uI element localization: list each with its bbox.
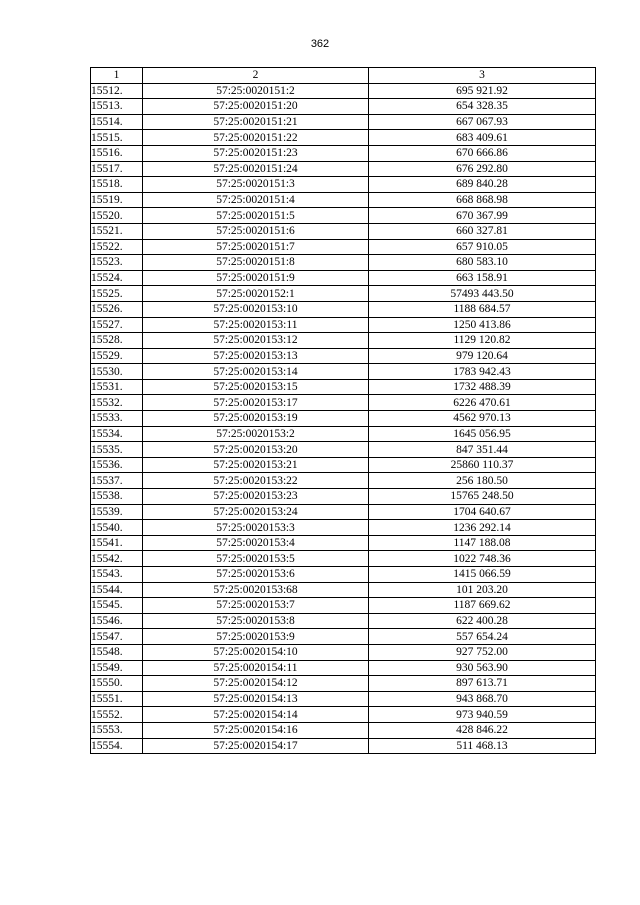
cadastral-value-cell: 1415 066.59 bbox=[369, 567, 596, 583]
row-number-cell: 15516. bbox=[91, 145, 143, 161]
cadastral-value-cell: 654 328.35 bbox=[369, 99, 596, 115]
table-row bbox=[91, 114, 596, 130]
row-number-cell: 15517. bbox=[91, 161, 143, 177]
row-number-cell: 15518. bbox=[91, 177, 143, 193]
cadastral-value-cell: 660 327.81 bbox=[369, 223, 596, 239]
cadastral-value-cell: 657 910.05 bbox=[369, 239, 596, 255]
row-number-cell: 15521. bbox=[91, 223, 143, 239]
table-row bbox=[91, 520, 596, 536]
table-row bbox=[91, 535, 596, 551]
cadastral-value-cell: 428 846.22 bbox=[369, 722, 596, 738]
table-row bbox=[91, 473, 596, 489]
row-number-cell: 15538. bbox=[91, 489, 143, 505]
table-row bbox=[91, 707, 596, 723]
table-row bbox=[91, 208, 596, 224]
cadastral-value-cell: 4562 970.13 bbox=[369, 411, 596, 427]
cadastral-value-cell: 667 067.93 bbox=[369, 114, 596, 130]
cadastral-value-cell: 1236 292.14 bbox=[369, 520, 596, 536]
row-number-cell: 15529. bbox=[91, 348, 143, 364]
cadastral-number-cell: 57:25:0020154:13 bbox=[143, 691, 369, 707]
cadastral-number-cell: 57:25:0020153:3 bbox=[143, 520, 369, 536]
row-number-cell: 15536. bbox=[91, 457, 143, 473]
cadastral-number-cell: 57:25:0020153:14 bbox=[143, 364, 369, 380]
cadastral-number-cell: 57:25:0020153:21 bbox=[143, 457, 369, 473]
table-row bbox=[91, 177, 596, 193]
table-row bbox=[91, 442, 596, 458]
column-header-value: 3 bbox=[369, 68, 596, 84]
table-row bbox=[91, 457, 596, 473]
cadastral-value-cell: 897 613.71 bbox=[369, 676, 596, 692]
cadastral-value-cell: 15765 248.50 bbox=[369, 489, 596, 505]
row-number-cell: 15519. bbox=[91, 192, 143, 208]
cadastral-number-cell: 57:25:0020153:23 bbox=[143, 489, 369, 505]
table-row bbox=[91, 333, 596, 349]
cadastral-number-cell: 57:25:0020153:5 bbox=[143, 551, 369, 567]
cadastral-value-cell: 663 158.91 bbox=[369, 270, 596, 286]
cadastral-number-cell: 57:25:0020151:9 bbox=[143, 270, 369, 286]
table-row bbox=[91, 629, 596, 645]
row-number-cell: 15522. bbox=[91, 239, 143, 255]
table-row bbox=[91, 83, 596, 99]
table-row bbox=[91, 722, 596, 738]
row-number-cell: 15540. bbox=[91, 520, 143, 536]
table-row bbox=[91, 644, 596, 660]
cadastral-number-cell: 57:25:0020151:21 bbox=[143, 114, 369, 130]
cadastral-number-cell: 57:25:0020154:14 bbox=[143, 707, 369, 723]
cadastral-number-cell: 57:25:0020151:3 bbox=[143, 177, 369, 193]
row-number-cell: 15544. bbox=[91, 582, 143, 598]
row-number-cell: 15520. bbox=[91, 208, 143, 224]
cadastral-value-cell: 676 292.80 bbox=[369, 161, 596, 177]
cadastral-number-cell: 57:25:0020153:68 bbox=[143, 582, 369, 598]
table-row bbox=[91, 255, 596, 271]
row-number-cell: 15545. bbox=[91, 598, 143, 614]
cadastral-number-cell: 57:25:0020151:2 bbox=[143, 83, 369, 99]
cadastral-number-cell: 57:25:0020151:24 bbox=[143, 161, 369, 177]
table-row bbox=[91, 411, 596, 427]
cadastral-value-cell: 1022 748.36 bbox=[369, 551, 596, 567]
row-number-cell: 15524. bbox=[91, 270, 143, 286]
table-body bbox=[91, 83, 596, 754]
table-row bbox=[91, 301, 596, 317]
cadastral-number-cell: 57:25:0020154:11 bbox=[143, 660, 369, 676]
row-number-cell: 15539. bbox=[91, 504, 143, 520]
cadastral-number-cell: 57:25:0020154:12 bbox=[143, 676, 369, 692]
row-number-cell: 15550. bbox=[91, 676, 143, 692]
row-number-cell: 15553. bbox=[91, 722, 143, 738]
table-row bbox=[91, 270, 596, 286]
cadastral-value-cell: 668 868.98 bbox=[369, 192, 596, 208]
cadastral-number-cell: 57:25:0020151:6 bbox=[143, 223, 369, 239]
cadastral-number-cell: 57:25:0020153:22 bbox=[143, 473, 369, 489]
table-row bbox=[91, 551, 596, 567]
cadastral-value-cell: 927 752.00 bbox=[369, 644, 596, 660]
cadastral-value-cell: 943 868.70 bbox=[369, 691, 596, 707]
table-row bbox=[91, 504, 596, 520]
table-row bbox=[91, 161, 596, 177]
cadastral-number-cell: 57:25:0020153:6 bbox=[143, 567, 369, 583]
cadastral-number-cell: 57:25:0020153:13 bbox=[143, 348, 369, 364]
cadastral-number-cell: 57:25:0020153:17 bbox=[143, 395, 369, 411]
row-number-cell: 15531. bbox=[91, 379, 143, 395]
cadastral-number-cell: 57:25:0020153:11 bbox=[143, 317, 369, 333]
row-number-cell: 15528. bbox=[91, 333, 143, 349]
cadastral-number-cell: 57:25:0020153:4 bbox=[143, 535, 369, 551]
cadastral-number-cell: 57:25:0020153:10 bbox=[143, 301, 369, 317]
table-row bbox=[91, 348, 596, 364]
row-number-cell: 15543. bbox=[91, 567, 143, 583]
cadastral-value-cell: 1783 942.43 bbox=[369, 364, 596, 380]
cadastral-number-cell: 57:25:0020153:8 bbox=[143, 613, 369, 629]
cadastral-value-cell: 256 180.50 bbox=[369, 473, 596, 489]
cadastral-value-cell: 511 468.13 bbox=[369, 738, 596, 754]
row-number-cell: 15526. bbox=[91, 301, 143, 317]
page-number: 362 bbox=[310, 38, 330, 50]
row-number-cell: 15533. bbox=[91, 411, 143, 427]
table-row bbox=[91, 738, 596, 754]
cadastral-number-cell: 57:25:0020154:17 bbox=[143, 738, 369, 754]
table-row bbox=[91, 582, 596, 598]
table-row bbox=[91, 223, 596, 239]
cadastral-number-cell: 57:25:0020153:2 bbox=[143, 426, 369, 442]
row-number-cell: 15554. bbox=[91, 738, 143, 754]
cadastral-number-cell: 57:25:0020153:19 bbox=[143, 411, 369, 427]
table-row bbox=[91, 676, 596, 692]
table-row bbox=[91, 613, 596, 629]
cadastral-number-cell: 57:25:0020153:9 bbox=[143, 629, 369, 645]
table-row bbox=[91, 192, 596, 208]
cadastral-value-cell: 670 666.86 bbox=[369, 145, 596, 161]
cadastral-number-cell: 57:25:0020153:24 bbox=[143, 504, 369, 520]
cadastral-value-cell: 847 351.44 bbox=[369, 442, 596, 458]
row-number-cell: 15551. bbox=[91, 691, 143, 707]
cadastral-value-cell: 1732 488.39 bbox=[369, 379, 596, 395]
cadastral-value-cell: 1187 669.62 bbox=[369, 598, 596, 614]
cadastral-number-cell: 57:25:0020153:7 bbox=[143, 598, 369, 614]
table-row bbox=[91, 567, 596, 583]
cadastral-number-cell: 57:25:0020153:15 bbox=[143, 379, 369, 395]
row-number-cell: 15527. bbox=[91, 317, 143, 333]
cadastral-number-cell: 57:25:0020151:22 bbox=[143, 130, 369, 146]
cadastral-number-cell: 57:25:0020153:12 bbox=[143, 333, 369, 349]
row-number-cell: 15530. bbox=[91, 364, 143, 380]
table-row bbox=[91, 286, 596, 302]
table-row bbox=[91, 598, 596, 614]
row-number-cell: 15548. bbox=[91, 644, 143, 660]
cadastral-number-cell: 57:25:0020151:23 bbox=[143, 145, 369, 161]
row-number-cell: 15512. bbox=[91, 83, 143, 99]
cadastral-value-cell: 1250 413.86 bbox=[369, 317, 596, 333]
cadastral-number-cell: 57:25:0020151:7 bbox=[143, 239, 369, 255]
cadastral-value-cell: 1704 640.67 bbox=[369, 504, 596, 520]
cadastral-value-cell: 1129 120.82 bbox=[369, 333, 596, 349]
cadastral-value-cell: 680 583.10 bbox=[369, 255, 596, 271]
cadastral-value-cell: 695 921.92 bbox=[369, 83, 596, 99]
table-row bbox=[91, 364, 596, 380]
row-number-cell: 15534. bbox=[91, 426, 143, 442]
row-number-cell: 15525. bbox=[91, 286, 143, 302]
row-number-cell: 15513. bbox=[91, 99, 143, 115]
table-row bbox=[91, 660, 596, 676]
row-number-cell: 15552. bbox=[91, 707, 143, 723]
cadastral-value-cell: 622 400.28 bbox=[369, 613, 596, 629]
cadastral-number-cell: 57:25:0020154:10 bbox=[143, 644, 369, 660]
table-row bbox=[91, 239, 596, 255]
table-row bbox=[91, 395, 596, 411]
cadastral-value-table bbox=[90, 67, 596, 754]
row-number-cell: 15515. bbox=[91, 130, 143, 146]
cadastral-value-cell: 689 840.28 bbox=[369, 177, 596, 193]
table-row bbox=[91, 130, 596, 146]
cadastral-number-cell: 57:25:0020151:8 bbox=[143, 255, 369, 271]
row-number-cell: 15537. bbox=[91, 473, 143, 489]
cadastral-value-cell: 1645 056.95 bbox=[369, 426, 596, 442]
row-number-cell: 15514. bbox=[91, 114, 143, 130]
cadastral-value-cell: 6226 470.61 bbox=[369, 395, 596, 411]
cadastral-value-cell: 979 120.64 bbox=[369, 348, 596, 364]
cadastral-value-cell: 930 563.90 bbox=[369, 660, 596, 676]
cadastral-number-cell: 57:25:0020151:4 bbox=[143, 192, 369, 208]
row-number-cell: 15541. bbox=[91, 535, 143, 551]
cadastral-value-cell: 683 409.61 bbox=[369, 130, 596, 146]
cadastral-number-cell: 57:25:0020152:1 bbox=[143, 286, 369, 302]
row-number-cell: 15546. bbox=[91, 613, 143, 629]
cadastral-value-cell: 101 203.20 bbox=[369, 582, 596, 598]
table-row bbox=[91, 489, 596, 505]
cadastral-value-cell: 25860 110.37 bbox=[369, 457, 596, 473]
cadastral-value-cell: 1188 684.57 bbox=[369, 301, 596, 317]
table-row bbox=[91, 691, 596, 707]
row-number-cell: 15532. bbox=[91, 395, 143, 411]
cadastral-value-cell: 1147 188.08 bbox=[369, 535, 596, 551]
cadastral-value-cell: 57493 443.50 bbox=[369, 286, 596, 302]
row-number-cell: 15547. bbox=[91, 629, 143, 645]
row-number-cell: 15549. bbox=[91, 660, 143, 676]
table-row bbox=[91, 426, 596, 442]
row-number-cell: 15535. bbox=[91, 442, 143, 458]
column-header-cadastral-number: 2 bbox=[143, 68, 369, 84]
table-row bbox=[91, 145, 596, 161]
cadastral-number-cell: 57:25:0020151:20 bbox=[143, 99, 369, 115]
cadastral-number-cell: 57:25:0020151:5 bbox=[143, 208, 369, 224]
table-row bbox=[91, 317, 596, 333]
table-row bbox=[91, 379, 596, 395]
row-number-cell: 15542. bbox=[91, 551, 143, 567]
table-row bbox=[91, 99, 596, 115]
column-header-number: 1 bbox=[91, 68, 143, 84]
cadastral-value-cell: 557 654.24 bbox=[369, 629, 596, 645]
row-number-cell: 15523. bbox=[91, 255, 143, 271]
cadastral-number-cell: 57:25:0020154:16 bbox=[143, 722, 369, 738]
cadastral-number-cell: 57:25:0020153:20 bbox=[143, 442, 369, 458]
cadastral-value-cell: 973 940.59 bbox=[369, 707, 596, 723]
cadastral-value-cell: 670 367.99 bbox=[369, 208, 596, 224]
table-header-row bbox=[91, 68, 596, 84]
